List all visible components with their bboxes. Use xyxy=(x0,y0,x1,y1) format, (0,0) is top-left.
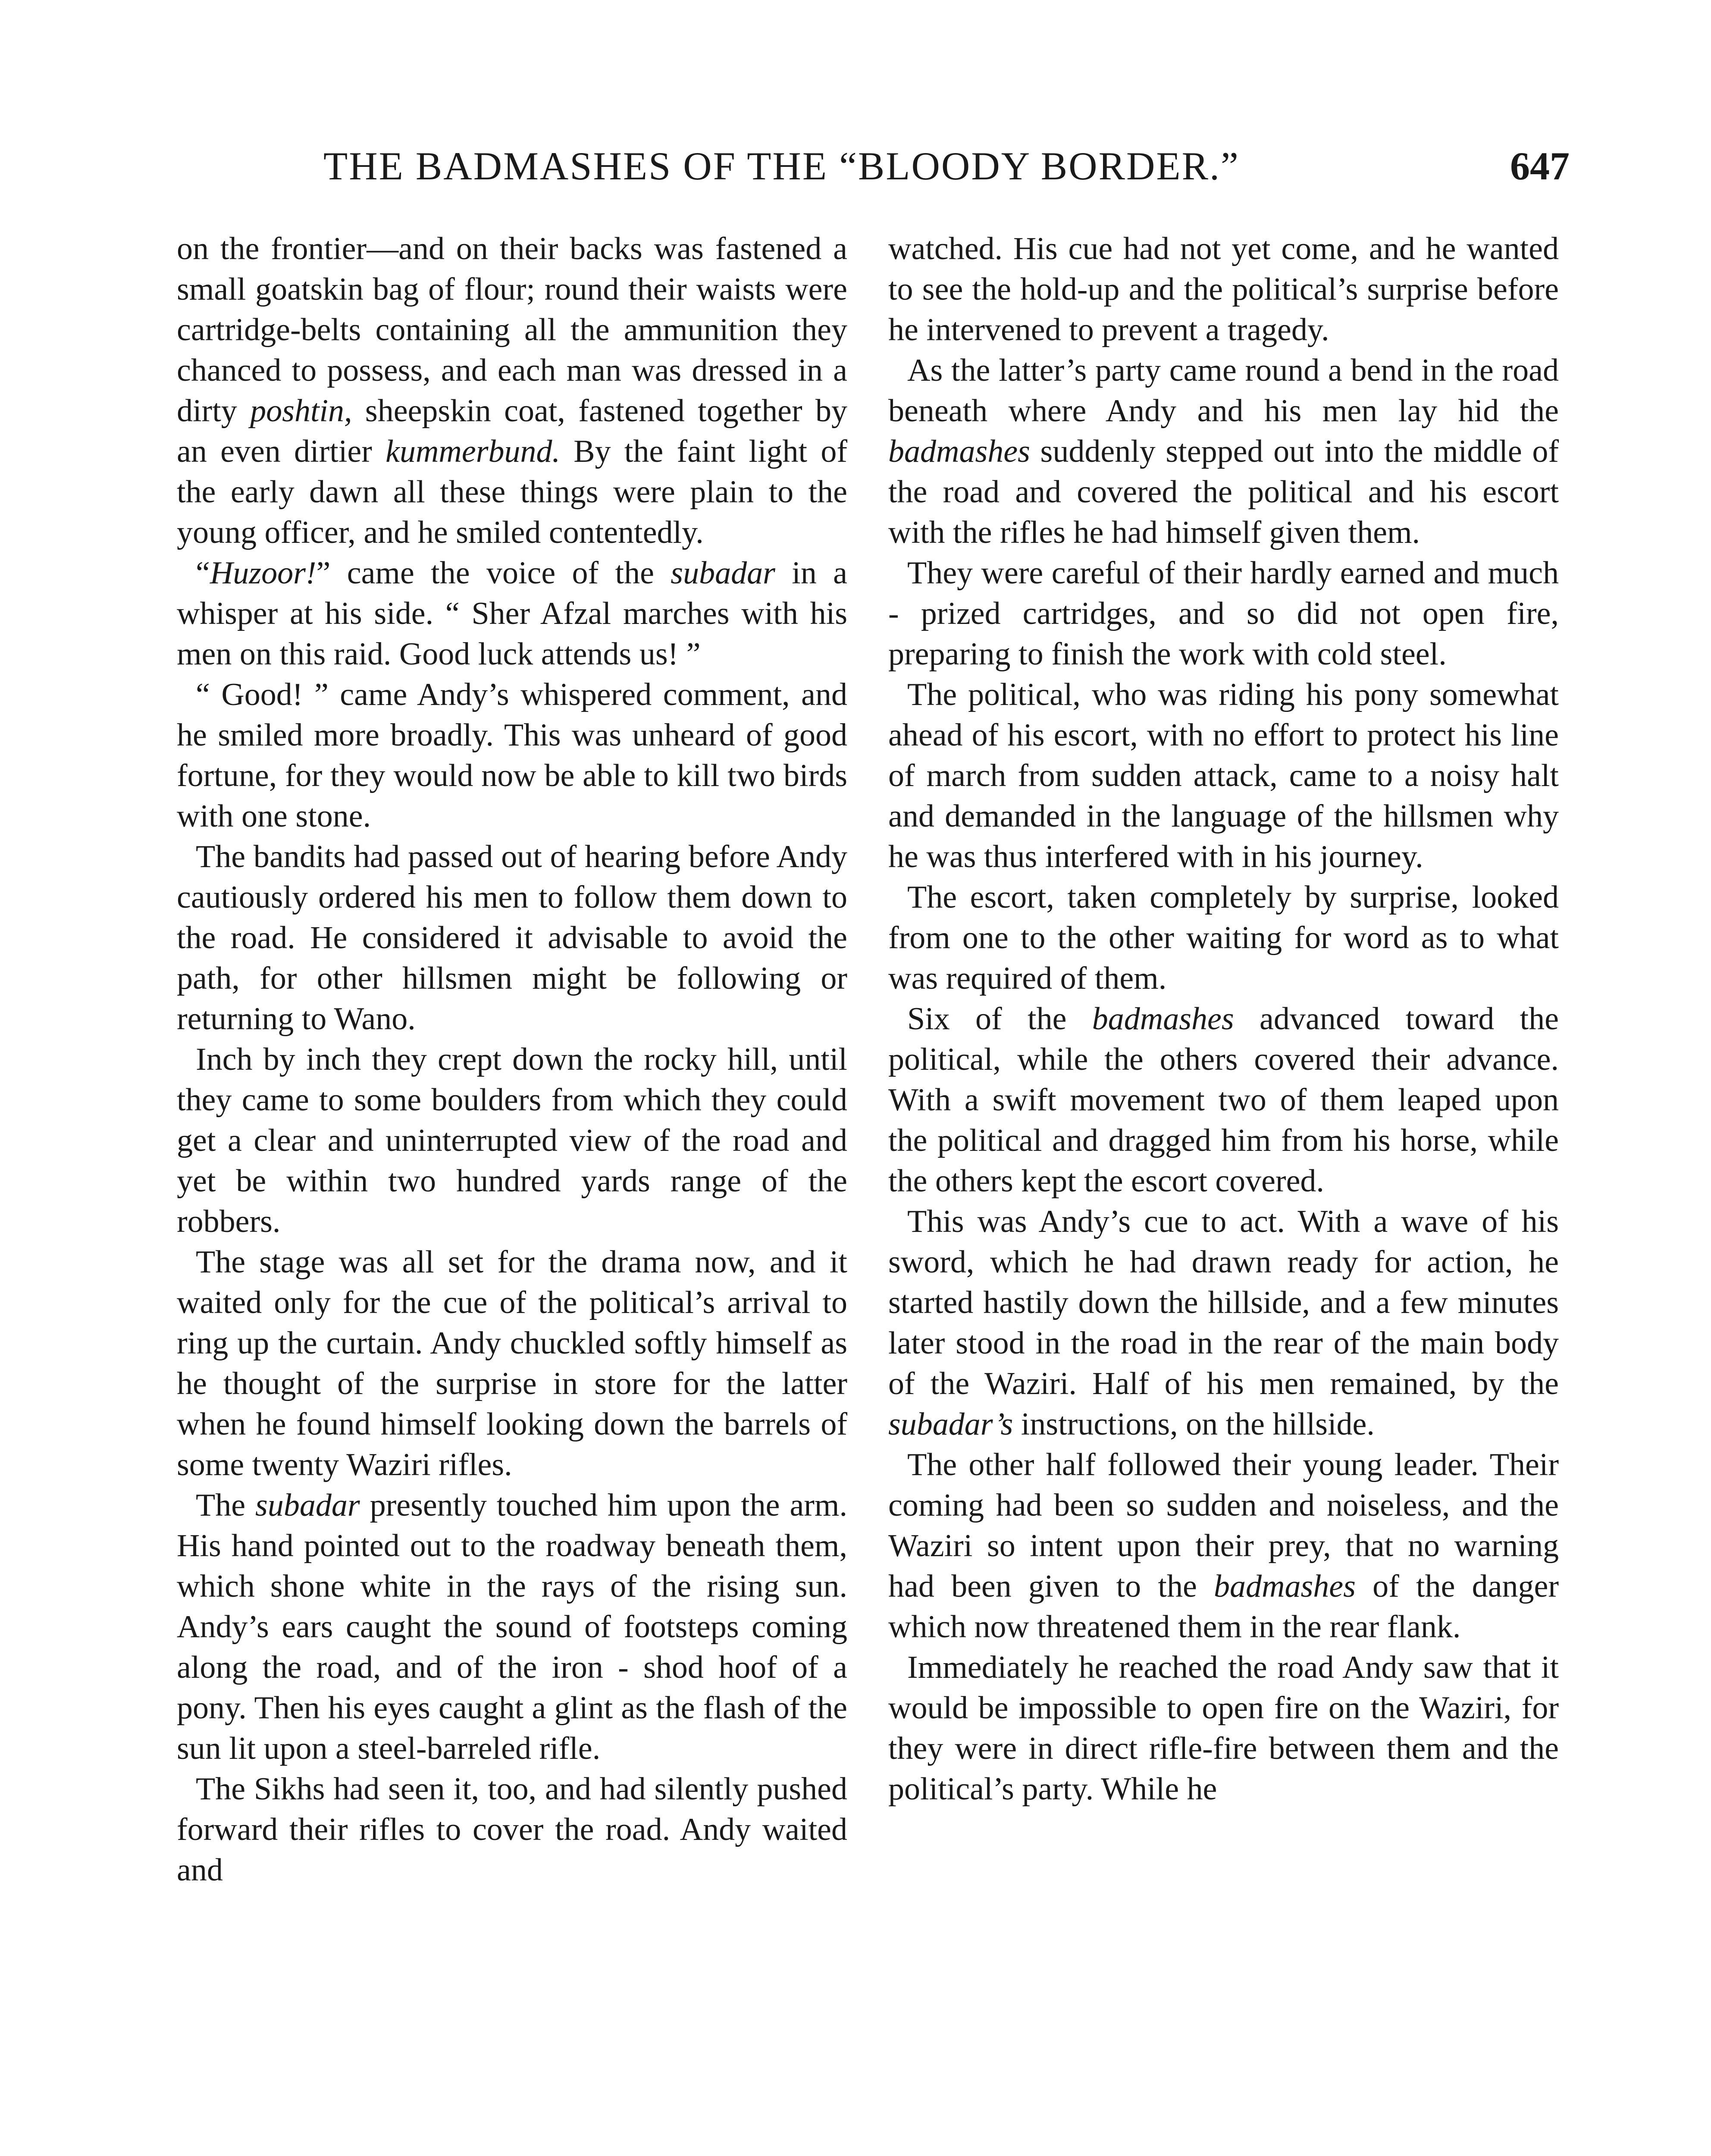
italic-term: badmashes xyxy=(1214,1569,1356,1604)
paragraph xyxy=(888,553,1559,674)
italic-term: subadar’s xyxy=(888,1407,1013,1442)
right-column xyxy=(888,229,1559,2156)
page-header xyxy=(177,138,1570,194)
italic-term: Huzoor! xyxy=(210,555,317,591)
paragraph xyxy=(177,553,847,674)
text-run: By the faint light of the early dawn all these things were plain to the young officer, and he smiled contentedly. xyxy=(177,434,847,550)
paragraph xyxy=(888,877,1559,999)
text-run: in a whisper at his side. “ Sher Afzal marches with his men on this raid. Good luck attends us! ” xyxy=(177,555,847,672)
paragraph xyxy=(888,350,1559,553)
paragraph xyxy=(177,1485,847,1769)
text-run: instructions, on the hillside. xyxy=(1013,1407,1375,1442)
text-run: sheepskin coat, fastened together by an even dirtier xyxy=(177,393,847,469)
text-run: Inch by inch they crept down the rocky hill, until they came to some boulders from which they could get a clear and uninterrupted view of the road and yet be within two hundred yards range of the robbers. xyxy=(177,1042,847,1239)
italic-term: kummerbund. xyxy=(385,434,560,469)
italic-term: subadar xyxy=(671,555,775,591)
text-run: As the latter’s party came round a bend in the road beneath where Andy and his men lay hid the xyxy=(888,353,1559,429)
text-run: The political, who was riding his pony somewhat ahead of his escort, with no effort to protect his line of march from sudden attack, came to a noisy halt and demanded in the language of the hillsmen why he was thus interfered with in his journey. xyxy=(888,677,1559,874)
italic-term: poshtin, xyxy=(250,393,352,429)
page-number: 647 xyxy=(1510,144,1570,188)
article-body xyxy=(177,229,1570,2156)
paragraph xyxy=(177,1769,847,1890)
paragraph xyxy=(177,229,847,553)
running-head: THE BADMASHES OF THE “BLOODY BORDER.” xyxy=(323,144,1240,188)
text-run: This was Andy’s cue to act. With a wave of his sword, which he had drawn ready for action, he started hastily down the hillside, and a few minutes later stood in the road in the rear of the main body of the Waziri. Half of his men remained, by the xyxy=(888,1204,1559,1401)
text-run: The escort, taken completely by surprise, looked from one to the other waiting for word as to what was required of them. xyxy=(888,880,1559,996)
text-run: advanced toward the political, while the others covered their advance. With a swift movement two of them leaped upon the political and dragged him from his horse, while the others kept the escort covered. xyxy=(888,1001,1559,1199)
text-run: ” came the voice of the xyxy=(316,555,671,591)
italic-term: badmashes xyxy=(888,434,1030,469)
paragraph xyxy=(888,1647,1559,1809)
text-run: Six of the xyxy=(907,1001,1092,1037)
paragraph xyxy=(177,1242,847,1485)
text-run: “ Good! ” came Andy’s whispered comment, and he smiled more broadly. This was unheard of good fortune, for they would now be able to kill two birds with one stone. xyxy=(177,677,847,834)
paragraph xyxy=(888,229,1559,350)
paragraph xyxy=(888,1445,1559,1647)
text-run: They were careful of their hardly earned and much - prized cartridges, and so did not open fire, preparing to finish the work with cold steel. xyxy=(888,555,1559,672)
text-run: The stage was all set for the drama now, and it waited only for the cue of the political’s arrival to ring up the curtain. Andy chuckled softly himself as he thought of the surprise in store for the latter when he found himself looking down the barrels of some twenty Waziri rifles. xyxy=(177,1244,847,1482)
text-run: watched. His cue had not yet come, and he wanted to see the hold-up and the political’s surprise before he intervened to prevent a tragedy. xyxy=(888,231,1559,348)
text-run: The other half followed their young leader. Their coming had been so sudden and noiseless, and the Waziri so intent upon their prey, that no warning had been given to the xyxy=(888,1447,1559,1604)
paragraph xyxy=(888,1201,1559,1445)
text-run: on the frontier—and on their backs was fastened a small goatskin bag of flour; round their waists were cartridge-belts containing all the ammunition they chanced to possess, and each man was dressed in a dirty xyxy=(177,231,847,429)
text-run: presently touched him upon the arm. His hand pointed out to the roadway beneath them, which shone white in the rays of the rising sun. Andy’s ears caught the sound of footsteps coming along the road, and of the iron - shod hoof of a pony. Then his eyes caught a glint as the flash of the sun lit upon a steel-barreled rifle. xyxy=(177,1488,847,1766)
italic-term: badmashes xyxy=(1092,1001,1234,1037)
paragraph xyxy=(888,999,1559,1201)
paragraph xyxy=(177,837,847,1039)
text-run: The xyxy=(196,1488,256,1523)
italic-term: subadar xyxy=(255,1488,360,1523)
text-run: Immediately he reached the road Andy saw that it would be impossible to open fire on the Waziri, for they were in direct rifle-fire between them and the political’s party. While he xyxy=(888,1650,1559,1807)
text-run: The bandits had passed out of hearing before Andy cautiously ordered his men to follow them down to the road. He considered it advisable to avoid the path, for other hillsmen might be following or returning to Wano. xyxy=(177,839,847,1037)
text-run: “ xyxy=(196,555,210,591)
text-run: suddenly stepped out into the middle of the road and covered the political and his escort with the rifles he had himself given them. xyxy=(888,434,1559,550)
text-run: of the danger which now threatened them in the rear flank. xyxy=(888,1569,1559,1645)
paragraph xyxy=(888,674,1559,877)
paragraph xyxy=(177,1039,847,1242)
left-column xyxy=(177,229,847,2156)
text-run: The Sikhs had seen it, too, and had silently pushed forward their rifles to cover the road. Andy waited and xyxy=(177,1771,847,1888)
paragraph xyxy=(177,674,847,837)
